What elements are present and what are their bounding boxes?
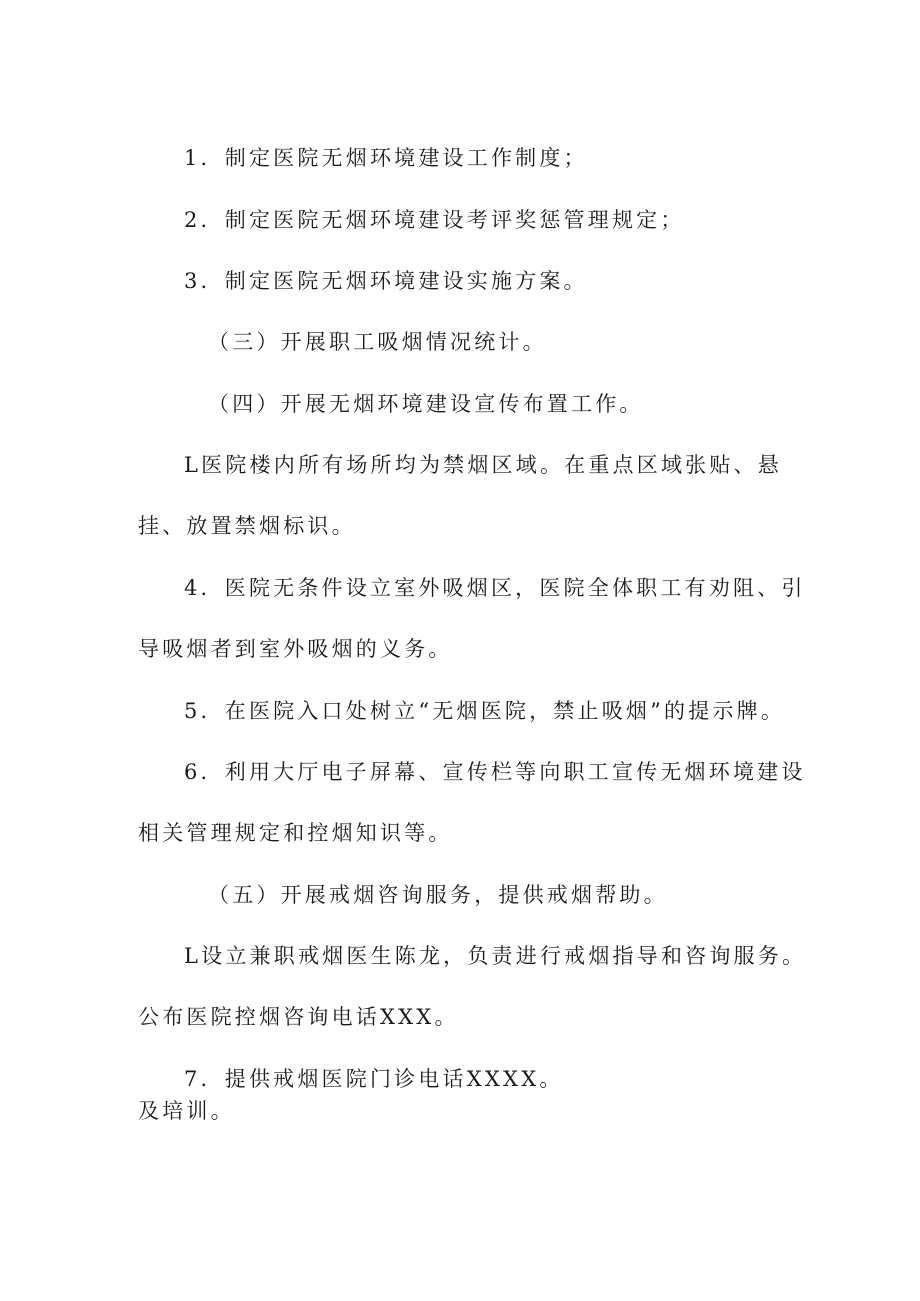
- list-item-3: 3．制定医院无烟环境建设实施方案。: [184, 269, 588, 293]
- paragraph-doctor-1: L设立兼职戒烟医生陈龙，负责进行戒烟指导和咨询服务。: [184, 944, 807, 968]
- section-heading-3: （三）开展职工吸烟情况统计。: [208, 330, 547, 354]
- paragraph-training: 及培训。: [138, 1099, 235, 1123]
- list-item-6-line-1: 6．利用大厅电子屏幕、宣传栏等向职工宣传无烟环境建设: [184, 760, 806, 784]
- list-item-6-line-2: 相关管理规定和控烟知识等。: [138, 821, 453, 845]
- section-heading-5: （五）开展戒烟咨询服务，提供戒烟帮助。: [208, 883, 668, 907]
- section-heading-4: （四）开展无烟环境建设宣传布置工作。: [208, 392, 644, 416]
- paragraph-doctor-2: 公布医院控烟咨询电话XXX。: [138, 1005, 459, 1029]
- list-item-5: 5．在医院入口处树立“无烟医院，禁止吸烟”的提示牌。: [184, 699, 786, 723]
- list-item-1: 1．制定医院无烟环境建设工作制度；: [184, 146, 588, 170]
- paragraph-no-smoking-2: 挂、放置禁烟标识。: [138, 514, 356, 538]
- list-item-4-line-2: 导吸烟者到室外吸烟的义务。: [138, 637, 453, 661]
- list-item-2: 2．制定医院无烟环境建设考评奖惩管理规定；: [184, 208, 685, 232]
- list-item-4-line-1: 4．医院无条件设立室外吸烟区，医院全体职工有劝阻、引: [184, 576, 806, 600]
- list-item-7: 7．提供戒烟医院门诊电话XXXX。: [184, 1067, 564, 1091]
- paragraph-no-smoking-1: L医院楼内所有场所均为禁烟区域。在重点区域张贴、悬: [184, 453, 782, 477]
